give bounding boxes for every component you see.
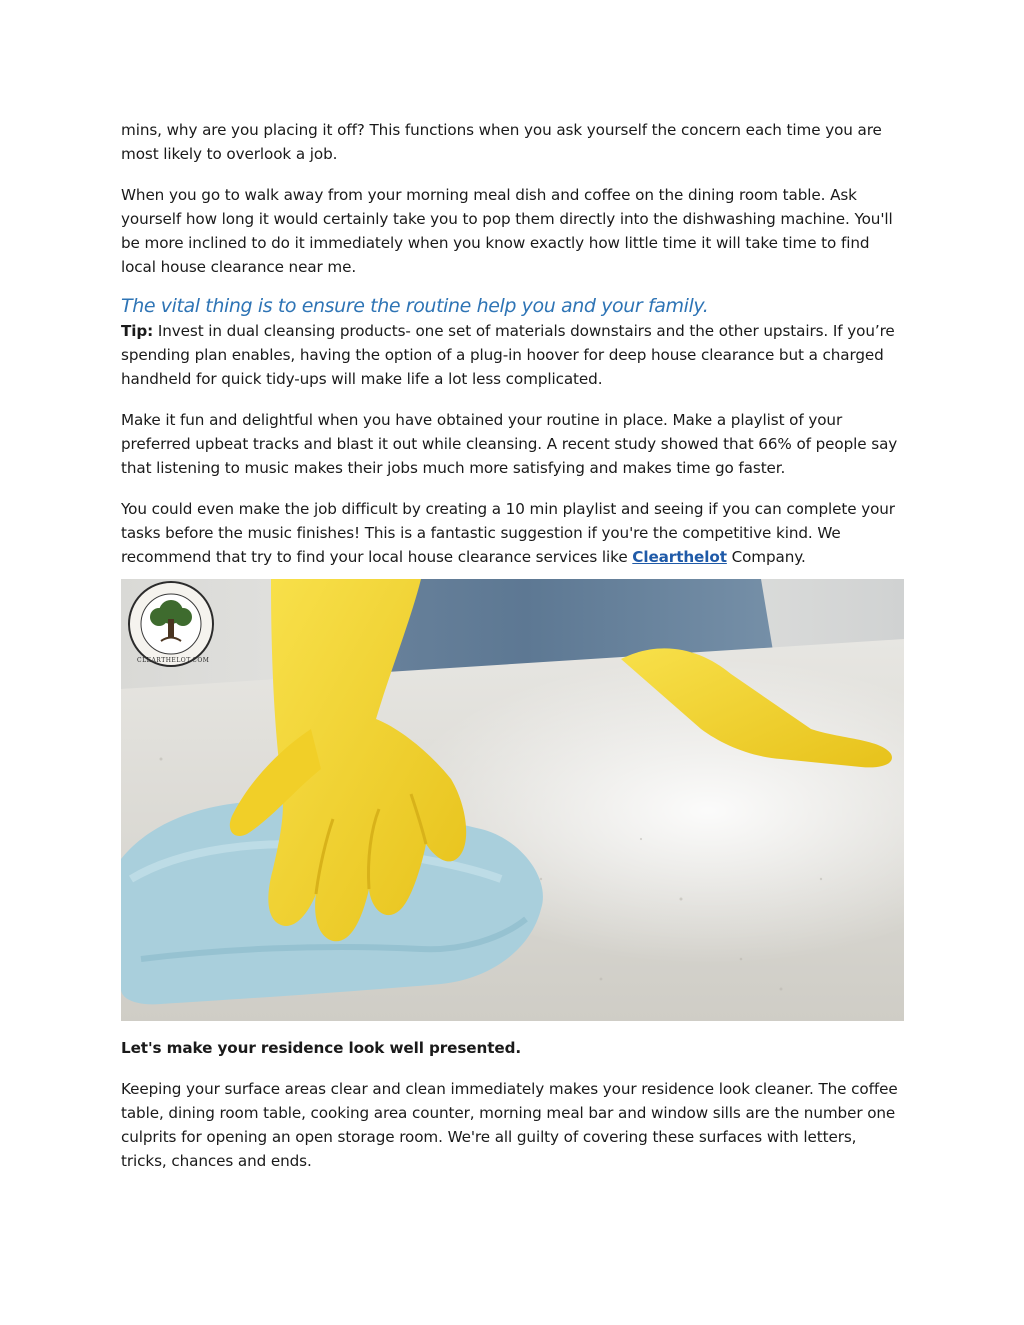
paragraph-fun: Make it fun and delightful when you have obtained your routine in place. Make a playlist of your preferred upbeat tracks and blast it out while cleansing. A recent study showed that 66% of people say that listening to music makes their jobs much more satisfying and makes time go faster.	[121, 411, 898, 477]
section-subheading: The vital thing is to ensure the routine help you and your family.	[121, 295, 709, 317]
challenge-text-before: You could even make the job difficult by creating a 10 min playlist and seeing if you can complete your tasks before the music finishes! This is a fantastic suggestion if you're the competitive kind. We recommend that try to find your local house clearance services like	[121, 500, 895, 566]
bottom-bold-heading: Let's make your residence look well presented.	[121, 1039, 522, 1057]
paragraph-tip	[121, 319, 905, 391]
paragraph-surfaces: Keeping your surface areas clear and clean immediately makes your residence look cleaner. The coffee table, dining room table, cooking area counter, morning meal bar and window sills are the number one culprits for opening an open storage room. We're all guilty of covering these surfaces with letters, tricks, chances and ends.	[121, 1080, 898, 1170]
clearthelot-link[interactable]: Clearthelot	[632, 548, 727, 566]
cleaning-photo	[121, 579, 904, 1021]
clearthelot-logo	[129, 582, 213, 666]
article-bottom	[121, 1036, 905, 1173]
paragraph-dishes: When you go to walk away from your morning meal dish and coffee on the dining room table. Ask yourself how long it would certainly take you to pop them directly into the dishwashing machine. You'll be more inclined to do it immediately when you know exactly how little time it will take time to find local house clearance near me.	[121, 186, 893, 276]
article-body	[121, 118, 905, 569]
logo-text: CLEARTHELOT.COM	[137, 657, 210, 664]
paragraph-intro: mins, why are you placing it off? This functions when you ask yourself the concern each time you are most likely to overlook a job.	[121, 121, 882, 163]
paragraph-challenge	[121, 497, 905, 569]
tip-label: Tip:	[121, 322, 154, 340]
tip-text: Invest in dual cleansing products- one set of materials downstairs and the other upstairs. If you’re spending plan enables, having the option of a plug-in hoover for deep house clearance but a charged handheld for quick tidy-ups will make life a lot less complicated.	[121, 322, 895, 388]
challenge-text-after: Company.	[726, 548, 806, 566]
